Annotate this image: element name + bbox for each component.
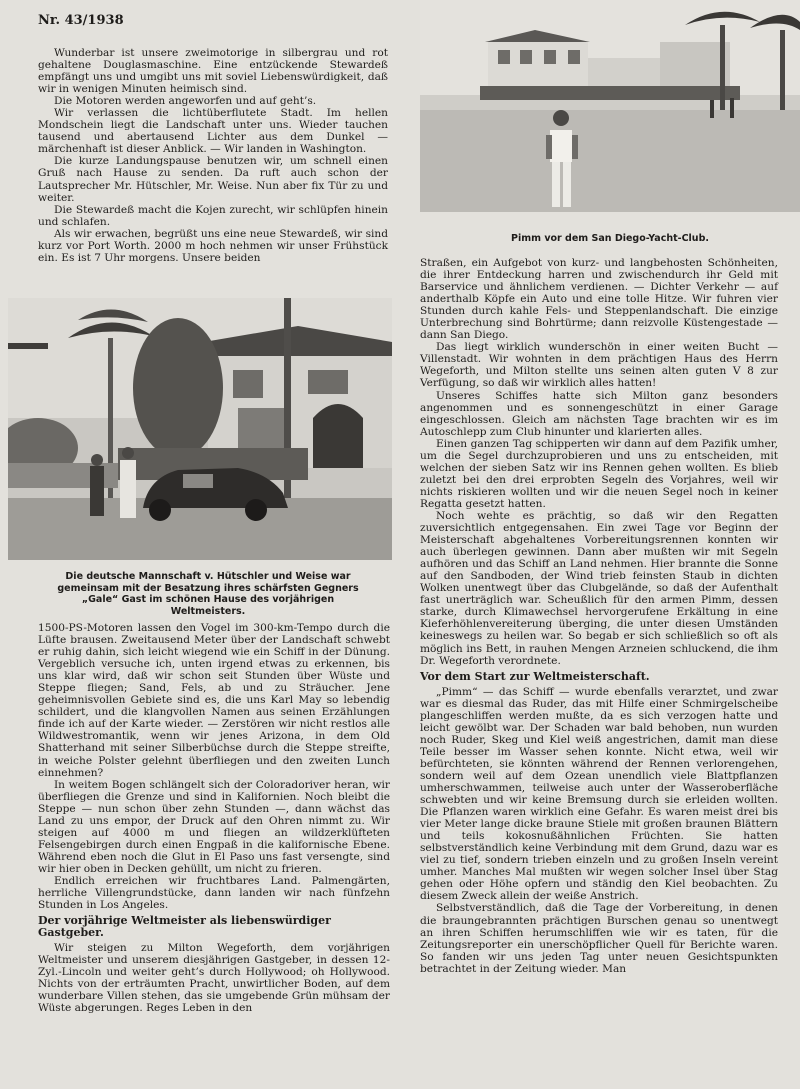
paragraph: Selbstverständlich, daß die Tage der Vorbereitung, in denen die braungebrannten prächtigen Burschen genau so unentwegt an ihren Schiffen herumschliffen wie wir es taten, für die Zeitungsreporter ein unerschöpflicher Quell für Berichte waren. So fanden wir uns jeden Tag unter neuen Gesichtspunkten betrachtet in der Zeitung wieder. Man [420,902,778,975]
section-heading: Vor dem Start zur Weltmeisterschaft. [420,669,650,683]
paragraph: Als wir erwachen, begrüßt uns eine neue Stewardeß, wir sind kurz vor Port Worth. 2000 m hoch nehmen wir unser Frühstück ein. Es ist 7 Uhr morgens. Unsere beiden [38,227,388,264]
left-column-bottom [38,622,390,1015]
team-photo [8,298,392,560]
paragraph: Einen ganzen Tag schipperten wir dann auf dem Pazifik umher, um die Segel durchzuprobieren und uns zu entscheiden, mit welchen der sieben Satz wir ins Rennen gehen wollten. Es blieb zuletzt bei den drei erprobten Segeln des Vorjahres, weil wir nichts riskieren wollten und wir die neuen Segel noch in keiner Regatta gesetzt hatten. [420,437,778,510]
paragraph: Wir steigen zu Milton Wegeforth, dem vorjährigen Weltmeister und unserem diesjährigen Gastgeber, in dessen 12-Zyl.-Lincoln und weiter geht’s durch Hollywood; oh Hollywood. Nichts von der erträumten Pracht, unwirtlicher Boden, auf dem wunderbare Villen stehen, das sie umgebende Grün mühsam der Wüste abgerungen. Reges Leben in den [38,942,390,1015]
paragraph: Die kurze Landungspause benutzen wir, um schnell einen Gruß nach Hause zu senden. Da ruft auch schon der Lautsprecher Mr. Hütschler, Mr. Weise. Nun aber fix Tür zu und weiter. [38,155,388,204]
paragraph: In weitem Bogen schlängelt sich der Coloradoriver heran, wir überfliegen die Grenze und sind in Kalifornien. Noch bleibt die Steppe — nun schon über zehn Stunden —, dann wächst das Land zu uns empor, der Druck auf den Ohren nimmt zu. Wir steigen auf 4000 m und fliegen an wildzerklüfteten Felsengebirgen durch einen Engpaß in die kalifornische Ebene. Während eben noch die Glut in El Paso uns fast versengte, sind wir hier oben in Decken gehüllt, um nicht zu frieren. [38,778,390,875]
section-heading: Der vorjährige Weltmeister als liebenswürdiger Gastgeber. [38,914,331,940]
paragraph: Das liegt wirklich wunderschön in einer weiten Bucht — Villenstadt. Wir wohnten in dem prächtigen Haus des Herrn Wegeforth, und Milton stellte uns seinen alten guten V 8 zur Verfügung, so daß wir wirklich alles hatten! [420,341,778,390]
paragraph: Die Stewardeß macht die Kojen zurecht, wir schlüpfen hinein und schlafen. [38,203,388,228]
yacht-club-photo-caption: Pimm vor dem San Diego-Yacht-Club. [511,233,709,244]
yacht-club-photo [420,0,800,212]
paragraph: Noch wehte es prächtig, so daß wir den Regatten zuversichtlich entgegensahen. Ein zwei Tage vor Beginn der Meisterschaft abgehaltenes Vorbereitungsrennen konnten wir auch überlegen gewinnen. Dann aber mußten wir mit Segeln aufhören und das Schiff an Land nehmen. Hier brannte die Sonne auf den Sandboden, der Wind trieb feinsten Staub in dichten Wolken unentwegt über das Clubgelände, so daß der Aufenthalt fast unerträglich war. Scheußlich für den armen Pimm, dessen starke, durch Klimawechsel hervorgerufene Erkältung in eine Kieferhöhlenvereiterung überging, die unter diesen Umständen keineswegs zu heilen war. So begab er sich schließlich so oft als möglich ins Bett, in rauhen Mengen Arzneien schluckend, die ihm Dr. Wegeforth verordnete. [420,509,778,667]
paragraph: Unseres Schiffes hatte sich Milton ganz besonders angenommen und es sonnengeschützt in einer Garage eingeschlossen. Gleich am nächsten Tage brachten wir es im Autoschlepp zum Club hinunter und klarierten alles. [420,389,778,438]
paragraph: Wir verlassen die lichtüberflutete Stadt. Im hellen Mondschein liegt die Landschaft unter uns. Wieder tauchen tausend und abertausend Lichter aus dem Dunkel — märchenhaft ist dieser Anblick. — Wir landen in Washington. [38,107,388,156]
team-photo-caption: Die deutsche Mannschaft v. Hütschler und Weise war gemeinsam mit der Besatzung ihres schärfsten Gegners „Gale“ Gast im schönen Hause des vorjährigen Weltmeisters. [57,571,359,617]
issue-number: Nr. 43/1938 [38,13,124,28]
paragraph: „Pimm“ — das Schiff — wurde ebenfalls verarztet, und zwar war es diesmal das Ruder, das mit Hilfe einer Schmirgelscheibe plangeschliffen werden mußte, da es sich verzogen hatte und leicht gewölbt war. Der Schaden war bald behoben, nun wurden noch Ruder, Skeg und Kiel weiß angestrichen, damit man diese Teile besser im Wasser sehen konnte. Nicht etwa, weil wir befürchteten, sie könnten während der Rennen verlorengehen, sondern weil auf dem Ozean unendlich viele Blattpflanzen umherschwammen, teilweise auch unter der Wasseroberfläche schwebten und wir keine Bremsung durch sie erleiden wollten. Die Pflanzen waren wirklich eine Gefahr. Es waren meist drei bis vier Meter lange dicke braune Stiele mit großen braunen Blättern und teils kokosnußähnlichen Früchten. Sie hatten selbstverständlich keine Verbindung mit dem Grund, dazu war es viel zu tief, sondern trieben einzeln und zu großen Inseln vereint umher. Manches Mal mußten wir wegen solcher Insel über Stag gehen oder Höhe opfern und ständig den Kiel beobachten. Zu diesem Zweck allein der weiße Anstrich. [420,685,778,903]
right-column [420,257,778,975]
paragraph: 1500-PS-Motoren lassen den Vogel im 300-km-Tempo durch die Lüfte brausen. Zweitausend Meter über der Landschaft schwebt er ruhig dahin, sich leicht wiegend wie ein Schiff in der Dünung. Vergeblich versuche ich, unten irgend etwas zu erkennen, bis uns klar wird, daß wir schon seit Stunden über Wüste und Steppe fliegen; Sand, Fels, ab und zu Sträucher. Jene geheimnisvollen Gebiete sind es, die uns Karl May so lebendig schildert, und die klangvollen Namen aus seinen Erzählungen finde ich auf der Karte wieder. — Zerstören wir nicht restlos alle Wildwestromantik, wenn wir jenes Arizona, in dem Old Shatterhand mit seiner Silberbüchse durch die Steppe streifte, in weiche Polster gelehnt überfliegen und den zweiten Lunch einnehmen? [38,622,390,779]
left-column-top [38,47,388,264]
paragraph: Wunderbar ist unsere zweimotorige in silbergrau und rot gehaltene Douglasmaschine. Eine entzückende Stewardeß empfängt uns und umgibt uns mit soviel Liebenswürdigkeit, daß wir in wenigen Minuten heimisch sind. [38,47,388,96]
paragraph: Straßen, ein Aufgebot von kurz- und langbehosten Schönheiten, die ihrer Entdeckung harren und zwischendurch ihr Geld mit Barservice und ähnlichem verdienen. — Dichter Verkehr — auf anderthalb Köpfe ein Auto und eine tolle Hitze. Wir fuhren vier Stunden durch kahle Fels- und Steppenlandschaft. Die einzige Unterbrechung sind Bohrtürme; dann reizvolle Küstengestade — dann San Diego. [420,257,778,342]
paragraph: Endlich erreichen wir fruchtbares Land. Palmengärten, herrliche Villengrundstücke, dann landen wir nach fünfzehn Stunden in Los Angeles. [38,874,390,912]
paragraph: Die Motoren werden angeworfen und auf geht’s. [54,95,317,108]
